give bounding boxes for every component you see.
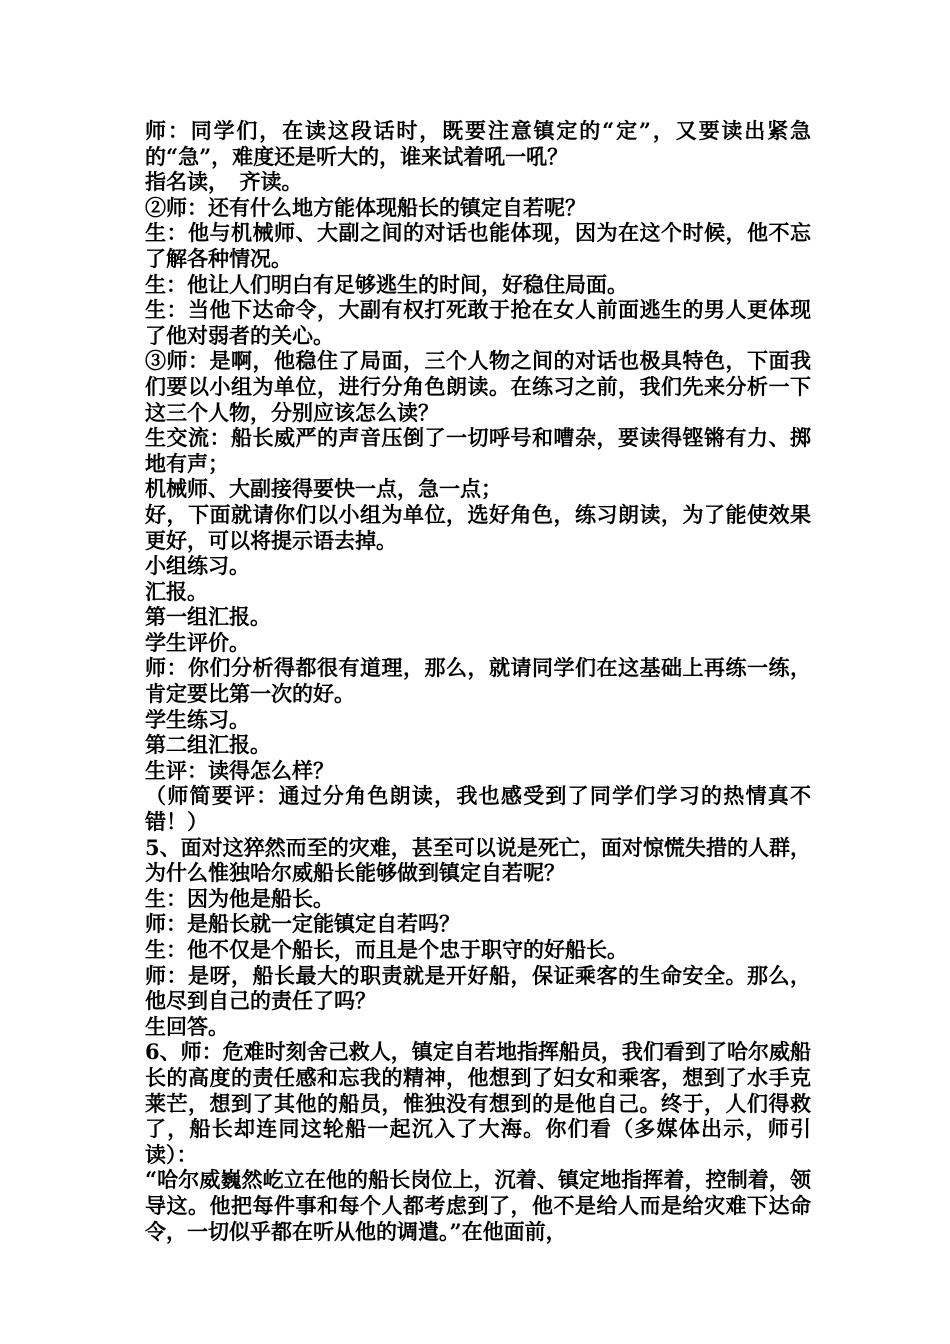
paragraph: 5、面对这猝然而至的灾难，甚至可以说是死亡，面对惊慌失措的人群，为什么惟独哈尔威船长能够做到镇定自若呢？ bbox=[145, 834, 811, 886]
paragraph: 机械师、大副接得要快一点，急一点； bbox=[145, 476, 502, 502]
paragraph: 生：他与机械师、大副之间的对话也能体现，因为在这个时候，他不忘了解各种情况。 bbox=[145, 220, 811, 271]
paragraph: 生交流：船长威严的声音压倒了一切呼号和嘈杂，要读得铿锵有力、掷地有声； bbox=[145, 425, 811, 476]
paragraph: 师：是呀，船长最大的职责就是开好船，保证乘客的生命安全。那么，他尽到自己的责任了吗？ bbox=[145, 962, 811, 1014]
paragraph: 生：他让人们明白有足够逃生的时间，好稳住局面。 bbox=[145, 271, 628, 297]
paragraph: ②师：还有什么地方能体现船长的镇定自若呢？ bbox=[145, 194, 586, 220]
paragraph: 6、师：危难时刻舍己救人，镇定自若地指挥船员，我们看到了哈尔威船长的高度的责任感和忘我的精神，他想到了妇女和乘客，想到了水手克莱芒，想到了其他的船员，惟独没有想到的是他自己。终于，人们得救了，船长却连同这轮船一起沉入了大海。你们看（多媒体出示，师引读）： bbox=[145, 1039, 811, 1167]
paragraph: 师：同学们，在读这段话时，既要注意镇定的“定”，又要读出紧急的“急”，难度还是听大的，谁来试着吼一吼？ bbox=[145, 118, 811, 169]
paragraph: 生回答。 bbox=[145, 1013, 229, 1039]
paragraph: （师简要评：通过分角色朗读，我也感受到了同学们学习的热情真不错！） bbox=[145, 783, 811, 835]
paragraph: 指名读， 齐读。 bbox=[145, 169, 303, 195]
paragraph: 师：是船长就一定能镇定自若吗？ bbox=[145, 911, 460, 937]
paragraph: 学生练习。 bbox=[145, 706, 250, 732]
paragraph: “哈尔威巍然屹立在他的船长岗位上，沉着、镇定地指挥着，控制着，领导这。他把每件事和每个人都考虑到了，他不是给人而是给灾难下达命令，一切似乎都在听从他的调遣。”在他面前， bbox=[145, 1167, 811, 1244]
paragraph: ③师：是啊，他稳住了局面，三个人物之间的对话也极具特色，下面我们要以小组为单位，进行分角色朗读。在练习之前，我们先来分析一下这三个人物，分别应该怎么读？ bbox=[145, 348, 811, 425]
paragraph: 第一组汇报。 bbox=[145, 604, 271, 630]
paragraph: 师：你们分析得都很有道理，那么，就请同学们在这基础上再练一练，肯定要比第一次的好。 bbox=[145, 655, 811, 707]
paragraph: 生：因为他是船长。 bbox=[145, 885, 334, 911]
paragraph: 好，下面就请你们以小组为单位，选好角色，练习朗读，为了能使效果更好，可以将提示语去掉。 bbox=[145, 501, 811, 553]
paragraph: 生：当他下达命令，大副有权打死敢于抢在女人前面逃生的男人更体现了他对弱者的关心。 bbox=[145, 297, 811, 348]
document-page bbox=[145, 118, 811, 1244]
paragraph: 第二组汇报。 bbox=[145, 732, 271, 758]
paragraph: 汇报。 bbox=[145, 578, 208, 604]
paragraph: 生：他不仅是个船长，而且是个忠于职守的好船长。 bbox=[145, 937, 628, 962]
paragraph: 学生评价。 bbox=[145, 629, 250, 655]
paragraph: 生评：读得怎么样？ bbox=[145, 757, 334, 783]
paragraph: 小组练习。 bbox=[145, 553, 250, 579]
